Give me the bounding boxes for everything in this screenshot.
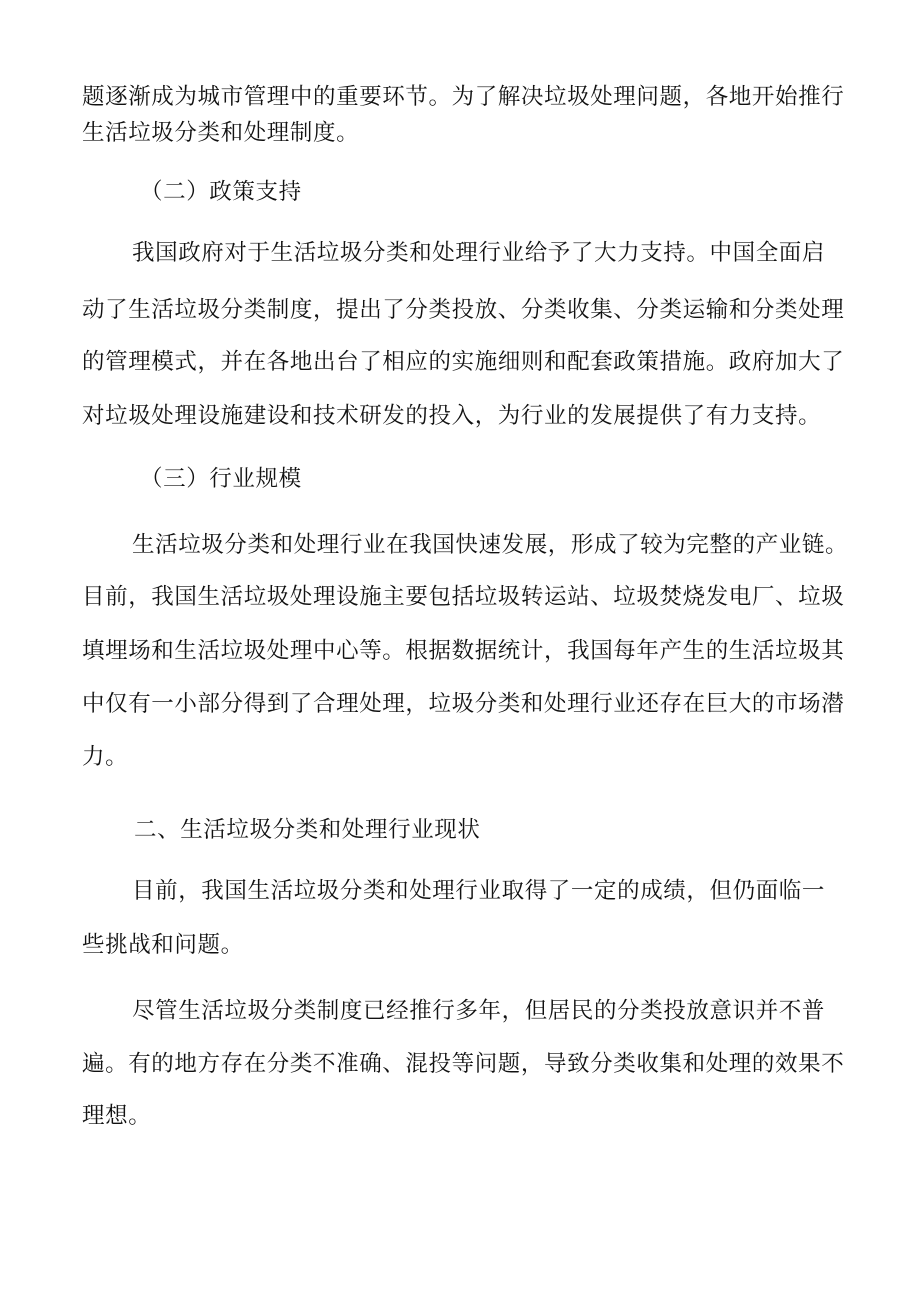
paragraph-line: 我国政府对于生活垃圾分类和处理行业给予了大力支持。中国全面启: [132, 240, 826, 266]
paragraph-line: 尽管生活垃圾分类制度已经推行多年，但居民的分类投放意识并不普: [132, 998, 826, 1024]
paragraph-line: 生活垃圾分类和处理制度。: [82, 120, 360, 146]
section-heading-status: 二、生活垃圾分类和处理行业现状: [134, 817, 481, 843]
paragraph-line: 生活垃圾分类和处理行业在我国快速发展，形成了较为完整的产业链。: [132, 532, 849, 558]
section-heading-scale: （三）行业规模: [140, 466, 302, 492]
paragraph-line: 目前，我国生活垃圾处理设施主要包括垃圾转运站、垃圾焚烧发电厂、垃圾: [82, 584, 845, 610]
paragraph-line: 的管理模式，并在各地出台了相应的实施细则和配套政策措施。政府加大了: [82, 349, 845, 375]
paragraph-line: 目前，我国生活垃圾分类和处理行业取得了一定的成绩，但仍面临一: [132, 878, 826, 904]
paragraph-line: 遍。有的地方存在分类不准确、混投等问题，导致分类收集和处理的效果不: [82, 1051, 845, 1077]
section-heading-policy: （二）政策支持: [140, 179, 302, 205]
paragraph-line: 动了生活垃圾分类制度，提出了分类投放、分类收集、分类运输和分类处理: [82, 297, 845, 323]
paragraph-line: 对垃圾处理设施建设和技术研发的投入，为行业的发展提供了有力支持。: [82, 403, 822, 429]
paragraph-line: 理想。: [82, 1103, 152, 1129]
paragraph-line: 力。: [82, 744, 129, 770]
paragraph-line: 题逐渐成为城市管理中的重要环节。为了解决垃圾处理问题，各地开始推行: [82, 84, 845, 110]
paragraph-line: 些挑战和问题。: [82, 932, 244, 958]
paragraph-line: 填埋场和生活垃圾处理中心等。根据数据统计，我国每年产生的生活垃圾其: [82, 638, 845, 664]
paragraph-line: 中仅有一小部分得到了合理处理，垃圾分类和处理行业还存在巨大的市场潜: [82, 691, 845, 717]
